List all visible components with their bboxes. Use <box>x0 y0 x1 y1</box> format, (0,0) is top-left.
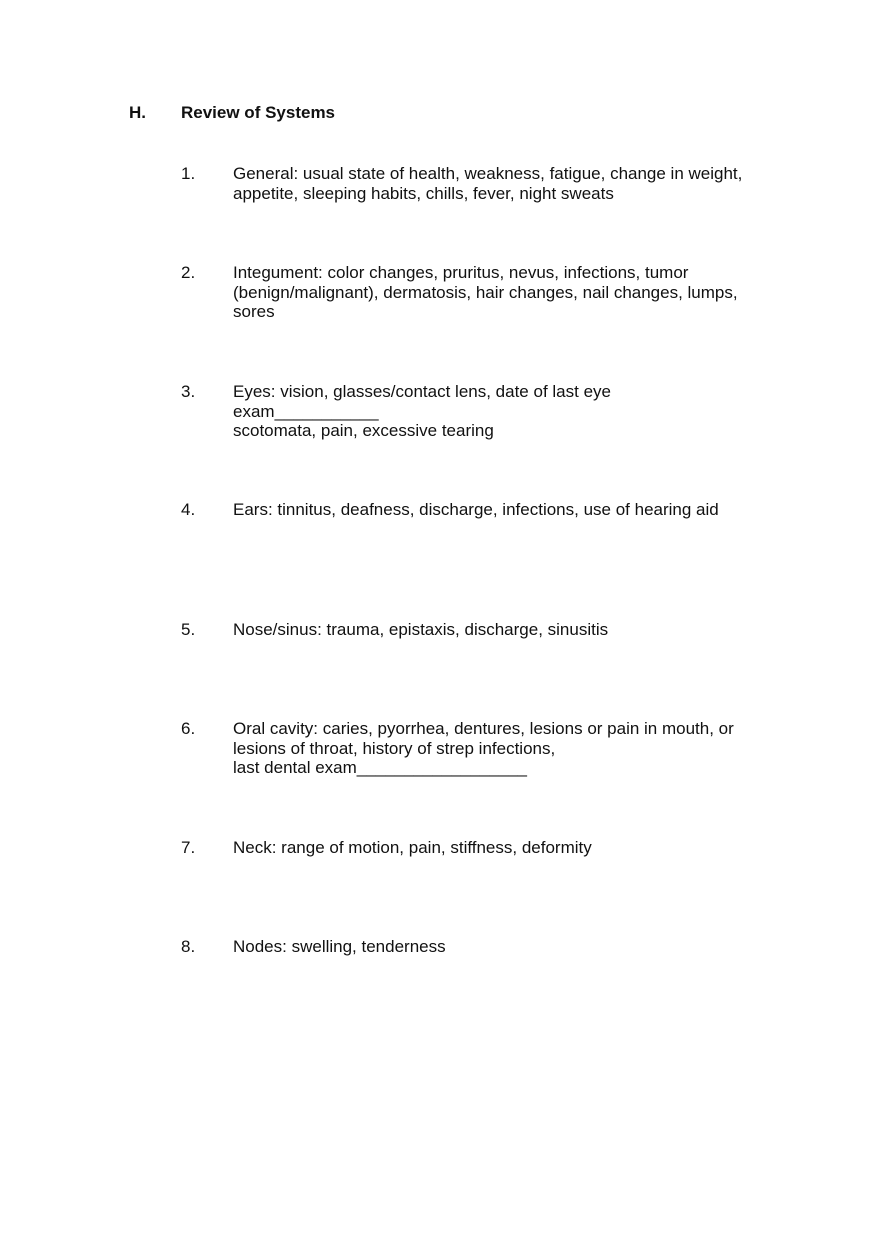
eye-exam-date-blank: exam___________ <box>233 401 379 421</box>
item-number: 8. <box>181 937 196 956</box>
section-letter: H. <box>129 103 146 122</box>
item-nose-sinus-text <box>233 620 773 640</box>
text-line: sores <box>233 302 275 322</box>
text-line: Nodes: swelling, tenderness <box>233 937 446 956</box>
item-oral-cavity-text <box>233 719 773 778</box>
item-nodes-text <box>233 937 773 957</box>
item-number: 6. <box>181 719 196 738</box>
item-number: 4. <box>181 500 196 519</box>
text-line: Nose/sinus: trauma, epistaxis, discharge, sinusitis <box>233 620 609 639</box>
item-number: 5. <box>181 620 196 639</box>
text-line: General: usual state of health, weakness, fatigue, change in weight, <box>233 164 743 183</box>
text-line: Neck: range of motion, pain, stiffness, deformity <box>233 838 592 857</box>
section-title: Review of Systems <box>181 103 336 122</box>
item-eyes-text <box>233 382 773 441</box>
text-line: (benign/malignant), dermatosis, hair changes, nail changes, lumps, <box>233 282 738 302</box>
text-line: Eyes: vision, glasses/contact lens, date of last eye <box>233 382 611 401</box>
dental-exam-date-blank: last dental exam__________________ <box>233 758 527 778</box>
item-integument-text <box>233 263 773 322</box>
text-line: Ears: tinnitus, deafness, discharge, infections, use of hearing aid <box>233 500 719 519</box>
text-line: lesions of throat, history of strep infections, <box>233 738 556 758</box>
item-number: 1. <box>181 164 196 183</box>
text-line: appetite, sleeping habits, chills, fever, night sweats <box>233 183 614 203</box>
item-number: 2. <box>181 263 196 282</box>
item-number: 3. <box>181 382 196 401</box>
text-line: scotomata, pain, excessive tearing <box>233 421 494 441</box>
text-line: Oral cavity: caries, pyorrhea, dentures, lesions or pain in mouth, or <box>233 719 734 738</box>
item-general-text <box>233 164 773 203</box>
text-line: Integument: color changes, pruritus, nevus, infections, tumor <box>233 263 689 282</box>
item-ears-text <box>233 500 773 520</box>
item-number: 7. <box>181 838 196 857</box>
item-neck-text <box>233 838 773 858</box>
